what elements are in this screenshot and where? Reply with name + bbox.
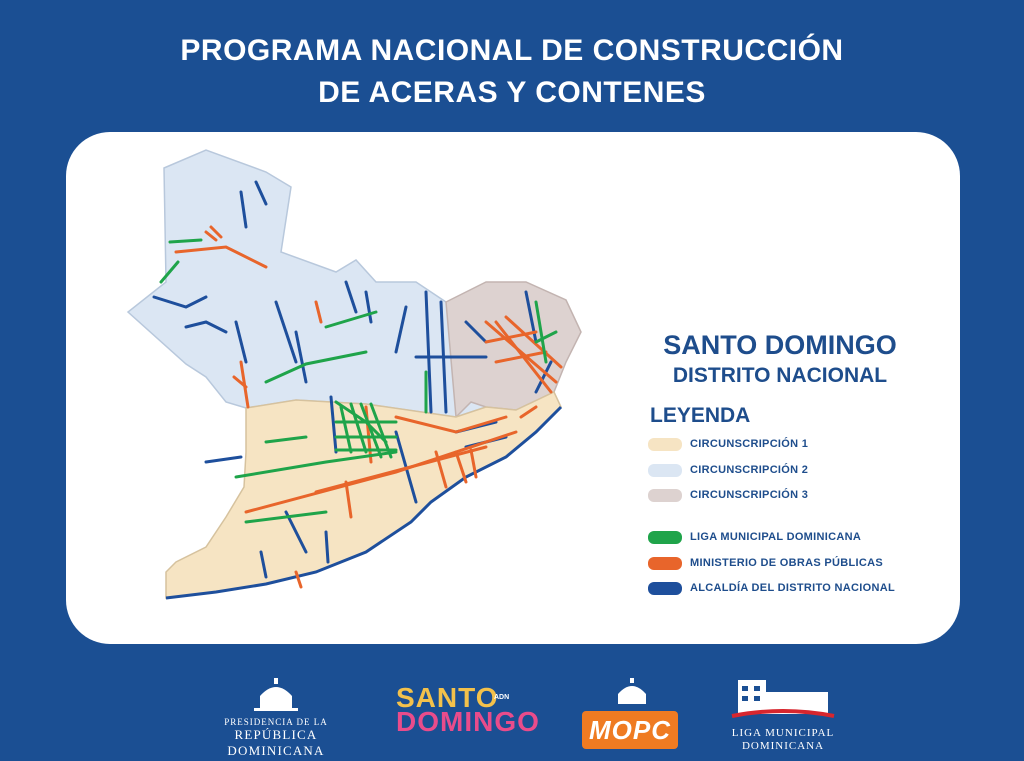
city-name: SANTO DOMINGO xyxy=(663,330,897,360)
liga-line-2: DOMINICANA xyxy=(741,740,825,752)
legend-label: CIRCUNSCRIPCIÓN 3 xyxy=(690,489,809,501)
santo-domingo-logo xyxy=(396,682,540,737)
legend-item-circunscripcion-2 xyxy=(648,462,808,478)
mopc-logo xyxy=(582,676,682,749)
liga-line-1: LIGA MUNICIPAL xyxy=(731,727,835,739)
title-line-2: DE ACERAS Y CONTENES xyxy=(318,76,706,109)
legend-swatch xyxy=(648,531,682,544)
legend-label: LIGA MUNICIPAL DOMINICANA xyxy=(690,531,862,543)
region-circunscripcion-3 xyxy=(446,282,581,417)
presidencia-line-2: REPÚBLICA DOMINICANA xyxy=(227,727,325,758)
legend-label: CIRCUNSCRIPCIÓN 1 xyxy=(690,438,809,450)
legend-item-obras-publicas xyxy=(648,555,883,571)
presidencia-logo xyxy=(188,674,364,759)
mopc-dome-icon xyxy=(582,676,682,706)
legend-label: MINISTERIO DE OBRAS PÚBLICAS xyxy=(690,557,883,569)
legend-label: CIRCUNSCRIPCIÓN 2 xyxy=(690,464,809,476)
legend-swatch xyxy=(648,438,682,451)
legend-swatch xyxy=(648,582,682,595)
palace-dome-icon xyxy=(188,674,364,712)
domingo-word: DOMINGO xyxy=(396,706,540,737)
legend-item-circunscripcion-3 xyxy=(648,487,808,503)
legend-swatch xyxy=(648,557,682,570)
legend-item-alcaldia xyxy=(648,580,895,596)
page-title xyxy=(0,30,1024,114)
legend-item-liga-municipal xyxy=(648,529,861,545)
footer-logos xyxy=(0,660,1024,760)
presidencia-line-1: PRESIDENCIA DE LA xyxy=(224,717,328,727)
map-panel xyxy=(66,132,960,644)
legend-item-circunscripcion-1 xyxy=(648,436,808,452)
legend-label: ALCALDÍA DEL DISTRITO NACIONAL xyxy=(690,582,895,594)
legend-swatch xyxy=(648,489,682,502)
city-heading xyxy=(640,328,920,390)
adn-badge: ADN xyxy=(494,694,510,701)
santo-word: SANTO xyxy=(396,682,499,713)
title-line-1: PROGRAMA NACIONAL DE CONSTRUCCIÓN xyxy=(180,34,844,67)
liga-municipal-logo xyxy=(728,676,838,753)
mopc-wordmark: MOPC xyxy=(582,711,678,749)
legend-title: LEYENDA xyxy=(650,404,751,427)
district-name: DISTRITO NACIONAL xyxy=(672,364,888,387)
liga-building-icon xyxy=(728,676,838,722)
legend-swatch xyxy=(648,464,682,477)
